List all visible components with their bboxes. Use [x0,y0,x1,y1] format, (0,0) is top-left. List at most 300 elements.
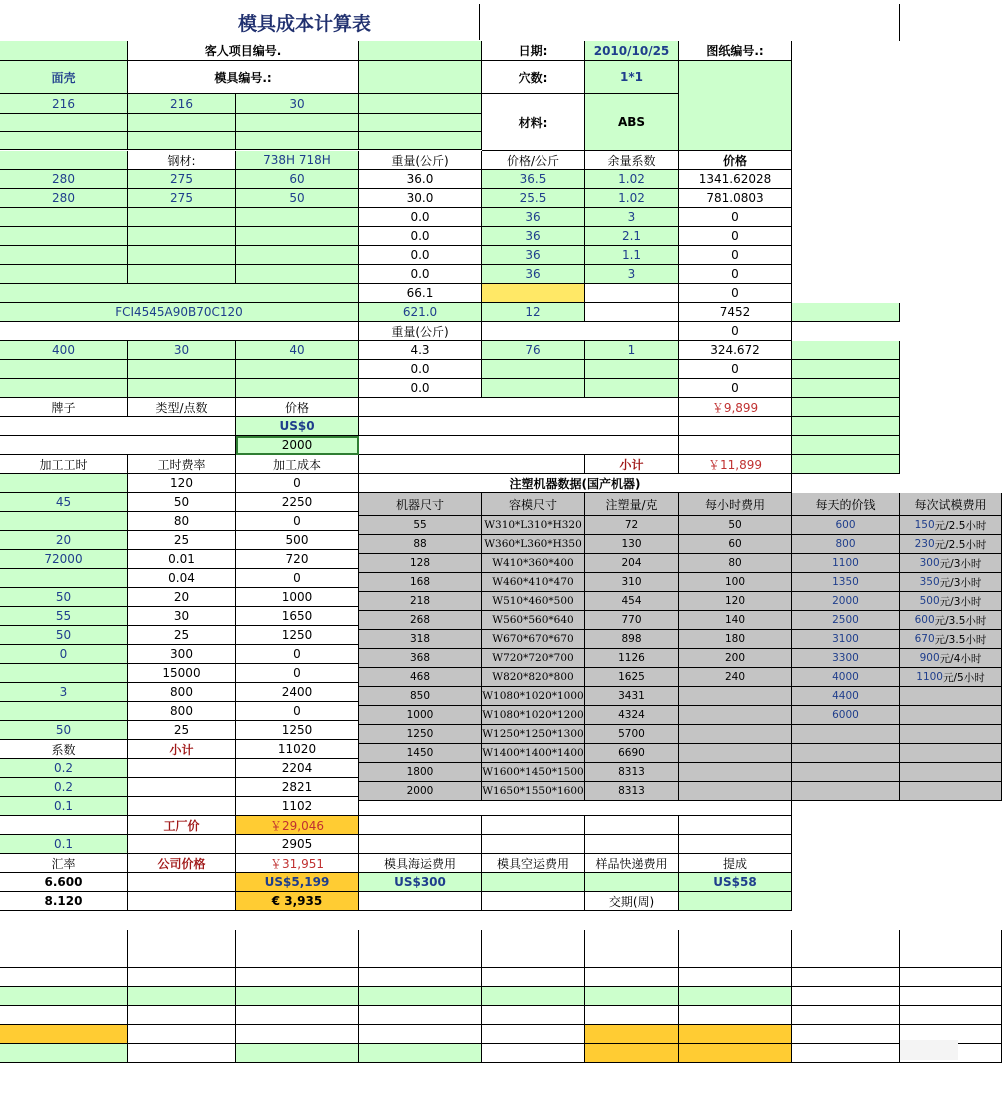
machine-cell[interactable]: W1400*1400*1400 [482,744,585,763]
cell[interactable] [359,455,585,474]
cell[interactable] [128,114,236,132]
usd-zero[interactable]: US$0 [236,417,359,436]
empty-cell[interactable] [792,930,900,968]
cell[interactable] [359,94,482,114]
empty-cell[interactable] [585,968,679,987]
factory-price-value[interactable]: ￥29,046 [236,816,359,835]
labor-hours[interactable]: 20 [0,531,128,550]
sea-freight-label[interactable]: 模具海运费用 [359,854,482,873]
labor-rate[interactable]: 800 [128,702,236,721]
machine-cell[interactable]: 310 [585,573,679,592]
electrode-weight[interactable]: 4.3 [359,341,482,360]
coef-2-value[interactable]: 2821 [236,778,359,797]
cell[interactable] [585,873,679,892]
machine-cell[interactable]: 1800 [359,763,482,782]
machine-cell[interactable]: 268 [359,611,482,630]
electrode-cell[interactable] [128,379,236,398]
machine-cell[interactable] [792,763,900,782]
steel-row-cell[interactable] [236,227,359,246]
size-a[interactable]: 216 [0,94,128,114]
electrode-cell[interactable]: 30 [128,341,236,360]
steel-row-cell[interactable] [236,265,359,284]
drawing-no-value[interactable] [679,61,792,151]
cavity-value[interactable]: 1*1 [585,61,679,94]
steel-price[interactable]: 0 [679,227,792,246]
cell[interactable] [128,797,236,816]
factory-price-label[interactable]: 工厂价 [128,816,236,835]
steel-coef[interactable]: 1.02 [585,170,679,189]
steel-row-cell[interactable] [128,227,236,246]
labor-hours-header[interactable]: 加工工时 [0,455,128,474]
empty-cell[interactable] [0,1006,128,1025]
labor-rate[interactable]: 800 [128,683,236,702]
electrode-cell[interactable]: 400 [0,341,128,360]
machine-cell[interactable]: 600 [792,516,900,535]
labor-cost[interactable]: 1250 [236,721,359,740]
cell[interactable] [359,436,679,455]
margin-coef-header[interactable]: 余量系数 [585,151,679,170]
labor-cost[interactable]: 0 [236,664,359,683]
electrode-coef[interactable] [585,379,679,398]
cell[interactable] [236,114,359,132]
steel-price-per-kg[interactable]: 36 [482,227,585,246]
electrode-weight[interactable]: 0.0 [359,379,482,398]
customer-project-value[interactable] [359,41,482,61]
machine-cell[interactable]: 500 元/3小时 [900,592,1002,611]
machine-cell[interactable]: 120 [679,592,792,611]
electrode-cell[interactable] [0,360,128,379]
exchange-rate-usd[interactable]: 6.600 [0,873,128,892]
empty-cell[interactable] [0,968,128,987]
cell[interactable] [679,417,792,436]
machine-cell[interactable]: 200 [679,649,792,668]
labor-cost[interactable]: 0 [236,474,359,493]
coef-3[interactable]: 0.1 [0,797,128,816]
steel-row-cell[interactable] [0,246,128,265]
steel-row-cell[interactable] [128,246,236,265]
subtotal2-label[interactable]: 小计 [128,740,236,759]
machine-cell[interactable] [900,687,1002,706]
electrode-rate[interactable] [482,360,585,379]
machine-cell[interactable]: W1650*1550*1600 [482,782,585,801]
cell[interactable] [359,417,679,436]
coef-2[interactable]: 0.2 [0,778,128,797]
electrode-rate[interactable]: 76 [482,341,585,360]
empty-cell[interactable] [679,1044,792,1063]
empty-cell[interactable] [900,968,1002,987]
size-c[interactable]: 30 [236,94,359,114]
cell[interactable] [0,132,128,150]
steel-grade[interactable]: 738H 718H [236,151,359,170]
machine-cell[interactable] [900,763,1002,782]
sea-freight-value[interactable]: US$300 [359,873,482,892]
cell[interactable] [585,816,679,835]
machine-cell[interactable]: 168 [359,573,482,592]
empty-cell[interactable] [128,930,236,968]
steel-row-cell[interactable]: 280 [0,189,128,208]
weight-header[interactable]: 重量(公斤) [359,151,482,170]
cell[interactable] [679,816,792,835]
empty-cell[interactable] [900,987,1002,1006]
machine-cell[interactable]: 60 [679,535,792,554]
empty-cell[interactable] [236,930,359,968]
material-label[interactable]: 材料: [482,94,585,151]
mold-base-price[interactable]: 7452 [679,303,792,322]
electrode-weight[interactable]: 0.0 [359,360,482,379]
electrode-cell[interactable] [0,379,128,398]
empty-cell[interactable] [792,1006,900,1025]
labor-cost[interactable]: 0 [236,645,359,664]
machine-cell[interactable] [900,725,1002,744]
machine-cell[interactable] [679,725,792,744]
labor-hours[interactable]: 50 [0,626,128,645]
labor-rate[interactable]: 20 [128,588,236,607]
cell[interactable] [359,835,482,854]
machine-cell[interactable]: 300 元/3小时 [900,554,1002,573]
empty-cell[interactable] [482,1044,585,1063]
customer-project-label[interactable]: 客人项目编号. [128,41,359,61]
cell[interactable] [0,417,236,436]
brand-price-label[interactable]: 价格 [236,398,359,417]
empty-cell[interactable] [679,987,792,1006]
steel-row-cell[interactable] [0,208,128,227]
machine-cell[interactable]: 1100 [792,554,900,573]
electrode-price[interactable]: 324.672 [679,341,792,360]
labor-cost[interactable]: 2400 [236,683,359,702]
machine-cell[interactable]: 72 [585,516,679,535]
empty-cell[interactable] [482,1006,585,1025]
sample-express-label[interactable]: 样品快递费用 [585,854,679,873]
machine-cell[interactable]: 8313 [585,782,679,801]
machine-cell[interactable]: 100 [679,573,792,592]
empty-cell[interactable] [482,1025,585,1044]
cell[interactable] [0,436,236,455]
empty-cell[interactable] [792,968,900,987]
labor-hours[interactable] [0,512,128,531]
size-b[interactable]: 216 [128,94,236,114]
empty-cell[interactable] [128,968,236,987]
cell[interactable] [359,816,482,835]
cell[interactable] [585,303,679,322]
empty-cell[interactable] [236,987,359,1006]
machine-cell[interactable]: 1625 [585,668,679,687]
machine-cell[interactable]: 2000 [792,592,900,611]
empty-cell[interactable] [128,1006,236,1025]
price-header[interactable]: 价格 [679,151,792,170]
labor-hours[interactable]: 55 [0,607,128,626]
steel-price[interactable]: 0 [679,265,792,284]
machine-cell[interactable]: 1350 [792,573,900,592]
machine-cell[interactable] [679,706,792,725]
empty-cell[interactable] [128,987,236,1006]
machine-cell[interactable]: 318 [359,630,482,649]
total-weight[interactable]: 66.1 [359,284,482,303]
machine-cell[interactable] [900,706,1002,725]
steel-row-cell[interactable]: 275 [128,170,236,189]
empty-cell[interactable] [359,987,482,1006]
electrode-cell[interactable] [236,379,359,398]
labor-cost[interactable]: 500 [236,531,359,550]
machine-header[interactable]: 每小时费用 [679,493,792,516]
steel-price-per-kg[interactable]: 36 [482,208,585,227]
coef-3-value[interactable]: 1102 [236,797,359,816]
electrode-price[interactable]: 0 [679,379,792,398]
cell[interactable] [0,114,128,132]
machine-cell[interactable] [679,744,792,763]
cell[interactable] [128,132,236,150]
cell[interactable] [482,835,585,854]
cell[interactable] [482,816,585,835]
labor-cost[interactable]: 0 [236,512,359,531]
electrode-price[interactable]: 0 [679,360,792,379]
labor-hours[interactable]: 50 [0,721,128,740]
machine-header[interactable]: 注塑量/克 [585,493,679,516]
electrode-rate[interactable] [482,379,585,398]
labor-rate[interactable]: 25 [128,626,236,645]
empty-cell[interactable] [0,930,128,968]
company-price-value[interactable]: ￥31,951 [236,854,359,873]
cell[interactable] [359,797,792,816]
machine-cell[interactable]: 3431 [585,687,679,706]
machine-cell[interactable]: 128 [359,554,482,573]
steel-weight[interactable]: 0.0 [359,246,482,265]
electrode-cell[interactable] [128,360,236,379]
machine-cell[interactable]: 3300 [792,649,900,668]
machine-cell[interactable]: 670 元/3.5小时 [900,630,1002,649]
labor-hours[interactable]: 72000 [0,550,128,569]
empty-cell[interactable] [900,930,1002,968]
machine-cell[interactable]: 1000 [359,706,482,725]
cell[interactable] [792,398,900,417]
machine-cell[interactable]: 2500 [792,611,900,630]
steel-coef[interactable]: 1.1 [585,246,679,265]
machine-cell[interactable]: 4400 [792,687,900,706]
machine-cell[interactable] [679,687,792,706]
steel-row-cell[interactable]: 280 [0,170,128,189]
empty-cell[interactable] [0,1025,128,1044]
steel-row-cell[interactable] [128,265,236,284]
steel-row-cell[interactable] [128,208,236,227]
machine-cell[interactable]: 5700 [585,725,679,744]
air-freight-label[interactable]: 模具空运费用 [482,854,585,873]
machine-cell[interactable]: W410*360*400 [482,554,585,573]
machine-cell[interactable]: W510*460*500 [482,592,585,611]
machine-cell[interactable]: W1600*1450*1500 [482,763,585,782]
machine-header[interactable]: 机器尺寸 [359,493,482,516]
cell[interactable] [482,284,585,303]
machine-cell[interactable]: W360*L360*H350 [482,535,585,554]
cell[interactable] [792,455,900,474]
company-price-label[interactable]: 公司价格 [128,854,236,873]
steel-row-cell[interactable]: 275 [128,189,236,208]
empty-cell[interactable] [585,987,679,1006]
empty-cell[interactable] [482,968,585,987]
machine-cell[interactable] [792,782,900,801]
labor-hours[interactable] [0,664,128,683]
empty-cell[interactable] [792,1044,900,1063]
empty-cell[interactable] [585,1025,679,1044]
empty-cell[interactable] [679,1025,792,1044]
brand-label[interactable]: 牌子 [0,398,128,417]
machine-cell[interactable] [679,763,792,782]
machine-cell[interactable]: 770 [585,611,679,630]
subtotal2-value[interactable]: 11020 [236,740,359,759]
empty-cell[interactable] [359,1006,482,1025]
machine-cell[interactable]: 898 [585,630,679,649]
steel-row-cell[interactable] [236,246,359,265]
machine-cell[interactable] [792,744,900,763]
empty-cell[interactable] [900,1006,1002,1025]
machine-cell[interactable]: 50 [679,516,792,535]
steel-price[interactable]: 781.0803 [679,189,792,208]
coef-1[interactable]: 0.2 [0,759,128,778]
empty-cell[interactable] [359,1025,482,1044]
machine-cell[interactable]: 368 [359,649,482,668]
labor-hours[interactable] [0,474,128,493]
labor-rate[interactable]: 0.04 [128,569,236,588]
labor-hours[interactable] [0,569,128,588]
date-value[interactable]: 2010/10/25 [585,41,679,61]
empty-cell[interactable] [792,1025,900,1044]
selected-cell-2000[interactable]: 2000 [236,436,359,455]
machine-cell[interactable]: 8313 [585,763,679,782]
cell[interactable] [128,778,236,797]
cell[interactable] [482,873,585,892]
cell[interactable] [792,360,900,379]
machine-cell[interactable]: 4324 [585,706,679,725]
cell[interactable] [128,873,236,892]
empty-cell[interactable] [585,1044,679,1063]
exchange-rate-eur[interactable]: 8.120 [0,892,128,911]
machine-cell[interactable]: 6690 [585,744,679,763]
machine-cell[interactable]: 130 [585,535,679,554]
usd-price[interactable]: US$5,199 [236,873,359,892]
date-label[interactable]: 日期: [482,41,585,61]
cell[interactable] [792,341,900,360]
machine-cell[interactable]: 3100 [792,630,900,649]
mold-no-value[interactable] [359,61,482,94]
hot-runner-sum[interactable]: ￥9,899 [679,398,792,417]
cell[interactable] [679,436,792,455]
empty-cell[interactable] [679,930,792,968]
machine-cell[interactable]: 180 [679,630,792,649]
labor-cost[interactable]: 1250 [236,626,359,645]
machine-cell[interactable]: 1250 [359,725,482,744]
machine-cell[interactable]: 150 元/2.5小时 [900,516,1002,535]
machine-table-title[interactable]: 注塑机器数据(国产机器) [359,474,792,493]
weight-header-2[interactable]: 重量(公斤) [359,322,482,341]
cell[interactable] [679,892,792,911]
cell[interactable] [482,322,679,341]
cell[interactable] [236,132,359,150]
commission-value[interactable]: US$58 [679,873,792,892]
empty-cell[interactable] [359,1044,482,1063]
machine-cell[interactable]: 6000 [792,706,900,725]
machine-cell[interactable] [792,725,900,744]
machine-cell[interactable]: 4000 [792,668,900,687]
machine-cell[interactable]: 850 [359,687,482,706]
steel-label[interactable]: 钢材: [128,151,236,170]
machine-cell[interactable]: W720*720*700 [482,649,585,668]
empty-cell[interactable] [482,987,585,1006]
machine-cell[interactable]: 1100 元/5小时 [900,668,1002,687]
cell[interactable] [128,835,236,854]
empty-cell[interactable] [236,1025,359,1044]
steel-price[interactable]: 0 [679,246,792,265]
steel-row-cell[interactable]: 50 [236,189,359,208]
machine-cell[interactable]: 468 [359,668,482,687]
total-price[interactable]: 0 [679,284,792,303]
steel-coef[interactable]: 3 [585,265,679,284]
coef-1-value[interactable]: 2204 [236,759,359,778]
machine-cell[interactable]: 2000 [359,782,482,801]
steel-weight[interactable]: 0.0 [359,208,482,227]
labor-rate[interactable]: 50 [128,493,236,512]
cell[interactable] [359,114,482,132]
cell[interactable] [585,835,679,854]
machine-cell[interactable]: W820*820*800 [482,668,585,687]
price-per-kg-header[interactable]: 价格/公斤 [482,151,585,170]
machine-header[interactable]: 每天的价钱 [792,493,900,516]
lead-time-label[interactable]: 交期(周) [585,892,679,911]
cell[interactable] [359,132,482,150]
labor-cost[interactable]: 1000 [236,588,359,607]
labor-rate[interactable]: 30 [128,607,236,626]
electrode-cell[interactable]: 40 [236,341,359,360]
cell[interactable] [792,436,900,455]
machine-cell[interactable]: 55 [359,516,482,535]
machine-cell[interactable] [900,782,1002,801]
machine-cell[interactable]: 204 [585,554,679,573]
labor-cost[interactable]: 0 [236,569,359,588]
labor-rate[interactable]: 120 [128,474,236,493]
steel-coef[interactable]: 1.02 [585,189,679,208]
machine-cell[interactable]: 454 [585,592,679,611]
empty-cell[interactable] [236,1044,359,1063]
machine-cell[interactable]: 1450 [359,744,482,763]
empty-cell[interactable] [679,1006,792,1025]
machine-header[interactable]: 每次试模费用 [900,493,1002,516]
steel-weight[interactable]: 0.0 [359,227,482,246]
cell[interactable] [0,284,359,303]
steel-row-cell[interactable] [0,265,128,284]
cell[interactable] [359,892,482,911]
labor-rate[interactable]: 300 [128,645,236,664]
labor-cost-header[interactable]: 加工成本 [236,455,359,474]
empty-cell[interactable] [0,987,128,1006]
material-value[interactable]: ABS [585,94,679,151]
empty-cell[interactable] [585,930,679,968]
empty-cell[interactable] [128,1025,236,1044]
cell[interactable] [0,816,128,835]
machine-cell[interactable]: W310*L310*H320 [482,516,585,535]
machine-cell[interactable]: W1080*1020*1000 [482,687,585,706]
machine-cell[interactable]: W460*410*470 [482,573,585,592]
electrode-coef[interactable]: 1 [585,341,679,360]
cell[interactable] [792,4,900,41]
empty-cell[interactable] [359,930,482,968]
mold-no-label[interactable]: 模具编号.: [128,61,359,94]
machine-cell[interactable]: 240 [679,668,792,687]
empty-cell[interactable] [482,930,585,968]
steel-coef[interactable]: 2.1 [585,227,679,246]
labor-hours[interactable]: 3 [0,683,128,702]
cell[interactable] [359,398,679,417]
machine-cell[interactable]: 1126 [585,649,679,668]
steel-row-cell[interactable]: 60 [236,170,359,189]
eur-price[interactable]: € 3,935 [236,892,359,911]
labor-hours[interactable] [0,702,128,721]
